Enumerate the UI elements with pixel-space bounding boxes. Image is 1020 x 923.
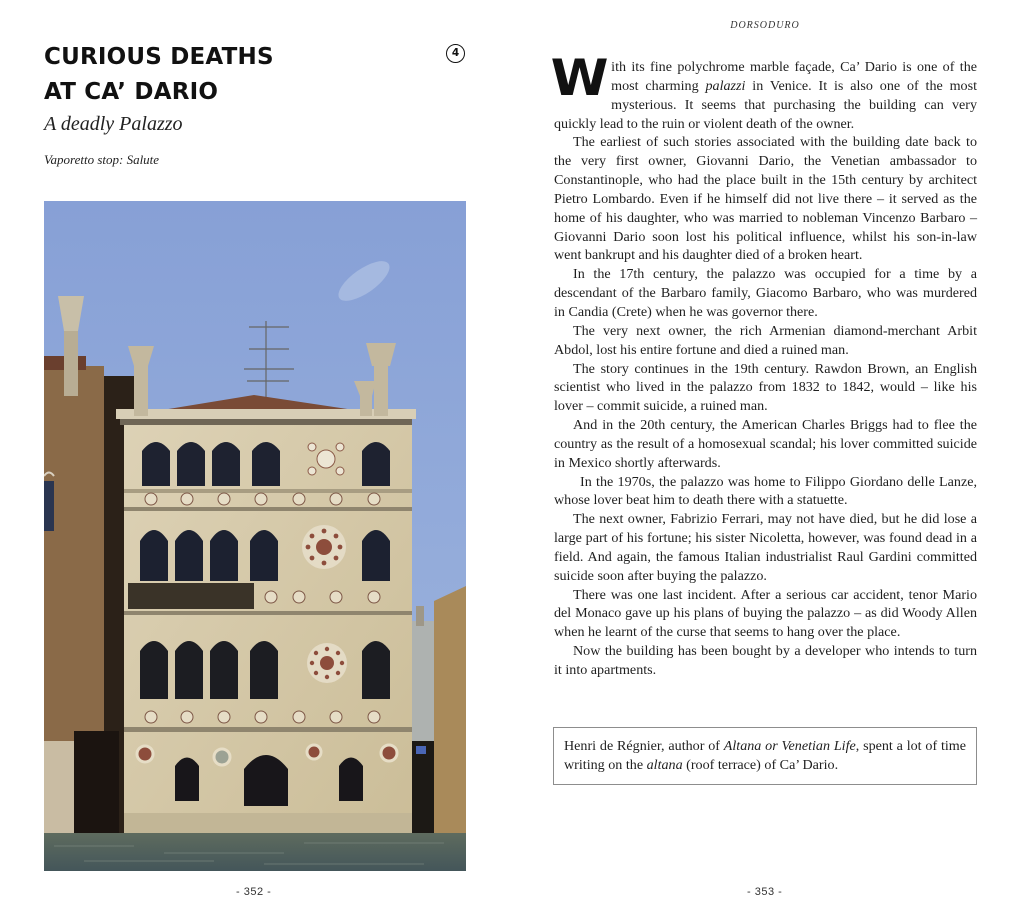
paragraph-1-italic: palazzi <box>705 77 746 94</box>
paragraph-2: The earliest of such stories associated with the building date back to the very first owner, Giovanni Dario, the Venetian ambassador to Constantinople, who had the place built in the 15th century by architect Pietro Lombardo. Even if he himself did not live there – it served as the home of his daughter, who was married to nobleman Vincenzo Barbaro – Giovanni Dario soon lost his political influence, whilst his son-in-law went bankrupt and his daughter died of a broken heart. <box>554 134 977 264</box>
paragraph-5: The story continues in the 19th century. Rawdon Brown, an English scientist who lived in the palazzo from 1832 to 1842, would – like his lover – commit suicide, a ruined man. <box>554 360 977 415</box>
running-head: DORSODURO <box>730 20 800 31</box>
page-number-left: - 352 - <box>236 886 272 898</box>
callout-book-title: Altana or Venetian Life <box>723 738 856 754</box>
paragraph-6: And in the 20th century, the American Charles Briggs had to flee the country as the result of a homosexual scandal; his lover committed suicide in Mexico shortly afterwards. <box>554 417 977 471</box>
page-number-right: - 353 - <box>747 886 783 898</box>
paragraph-4: The very next owner, the rich Armenian diamond-merchant Arbit Abdol, lost his entire fortune and died a ruined man. <box>554 322 977 358</box>
paragraph-3: In the 17th century, the palazzo was occupied for a time by a descendant of the Barbaro family, Giacomo Barbaro, who was murdered in Candia (Crete) when he was governor there. <box>554 266 977 320</box>
callout-text-b: , spent a lot of time writing on the <box>564 738 967 773</box>
callout-term: altana <box>646 756 683 773</box>
page-title <box>44 40 434 110</box>
callout-text-a: Henri de Régnier, author of <box>564 738 724 754</box>
paragraph-10: Now the building has been bought by a developer who intends to turn it into apartments. <box>554 643 977 678</box>
sidebar-callout-box <box>553 727 977 785</box>
subtitle: A deadly Palazzo <box>44 113 183 135</box>
title-line-2: AT CA’ DARIO <box>44 79 219 105</box>
palazzo-photo <box>44 201 466 871</box>
map-marker-number-icon: 4 <box>446 44 465 63</box>
paragraph-8: The next owner, Fabrizio Ferrari, may not have died, but he did lose a large part of his fortune; his sister Nicoletta, however, was found dead in a field. And again, the famous Italian industrialist Raul Gardini committed suicide soon after buying the palazzo. <box>554 511 977 584</box>
vaporetto-stop: Vaporetto stop: Salute <box>44 152 160 167</box>
title-line-1: CURIOUS DEATHS <box>44 44 274 70</box>
drop-cap: W <box>550 49 609 107</box>
right-page <box>510 0 1020 923</box>
paragraph-9: There was one last incident. After a serious car accident, tenor Mario del Monaco gave up his plans of buying the palazzo – as did Woody Allen when he learnt of the curse that seems to hang over the place. <box>554 586 977 641</box>
callout-text-c: (roof terrace) of Ca’ Dario. <box>682 756 839 773</box>
article-body <box>550 49 978 680</box>
paragraph-7: In the 1970s, the palazzo was home to Filippo Giordano delle Lanze, whose lover beat him to death there with a statuette. <box>554 473 977 509</box>
paragraph-1-text-a: ith its fine polychrome marble façade, Ca’ Dario is one of the most charming <box>611 59 977 94</box>
paragraph-1-text-b: in Venice. It is also one of the most mysterious. It seems that purchasing the building can very quickly lead to the ruin or violent death of the owner. <box>554 77 978 132</box>
paragraph-1 <box>550 49 978 133</box>
